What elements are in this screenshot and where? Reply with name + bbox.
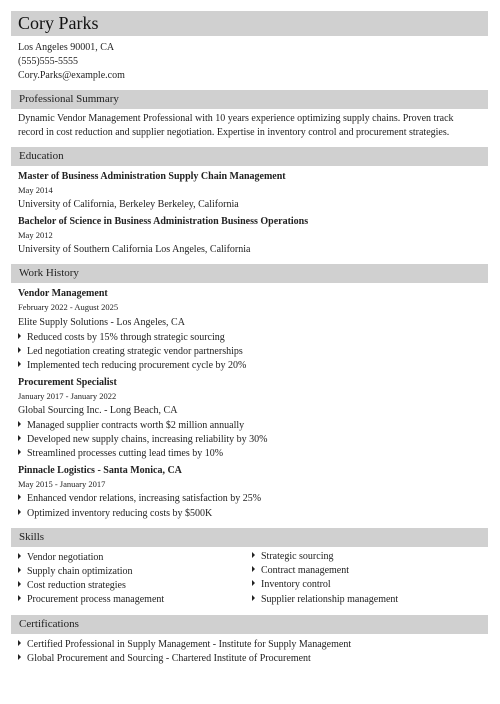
skill-item: Strategic sourcing	[252, 550, 333, 563]
bullet-icon	[18, 361, 21, 367]
bullet-icon	[18, 347, 21, 353]
bullet-icon	[18, 435, 21, 441]
bullet-icon	[252, 552, 255, 558]
skill-item: Supplier relationship management	[252, 593, 398, 606]
bullet-icon	[18, 654, 21, 660]
bullet-icon	[18, 509, 21, 515]
list-item: Managed supplier contracts worth $2 million annually	[18, 419, 244, 432]
job-company: Global Sourcing Inc. - Long Beach, CA	[18, 405, 178, 416]
section-header-work	[11, 264, 488, 283]
school: University of Southern California Los Angeles, California	[18, 244, 251, 255]
bullet-icon	[252, 580, 255, 586]
section-title: Certifications	[19, 618, 79, 630]
list-item: Streamlined processes cutting lead times by 10%	[18, 447, 223, 460]
section-header-skills	[11, 528, 488, 547]
section-title: Education	[19, 150, 64, 162]
list-item: Optimized inventory reducing costs by $500K	[18, 507, 212, 520]
bullet-icon	[18, 494, 21, 500]
name-banner	[11, 11, 488, 36]
bullet-icon	[18, 333, 21, 339]
bullet-icon	[18, 581, 21, 587]
job-title: Procurement Specialist	[18, 377, 117, 388]
section-title: Work History	[19, 267, 79, 279]
section-header-certifications	[11, 615, 488, 634]
job-company: Elite Supply Solutions - Los Angeles, CA	[18, 317, 185, 328]
skill-item: Supply chain optimization	[18, 565, 133, 578]
certification-item: Global Procurement and Sourcing - Chartered Institute of Procurement	[18, 652, 311, 665]
list-item: Developed new supply chains, increasing reliability by 30%	[18, 433, 268, 446]
section-header-education	[11, 147, 488, 166]
bullet-icon	[252, 566, 255, 572]
school: University of California, Berkeley Berkeley, California	[18, 199, 239, 210]
degree-title: Master of Business Administration Supply Chain Management	[18, 171, 286, 182]
summary-text: Dynamic Vendor Management Professional with 10 years experience optimizing supply chains. Proven track record in cost reduction and supplier negotiation. Expertise in inventory control and procurement strategies.	[18, 113, 454, 138]
job-title: Pinnacle Logistics - Santa Monica, CA	[18, 465, 182, 476]
bullet-icon	[18, 553, 21, 559]
email: Cory.Parks@example.com	[18, 70, 125, 81]
section-header-summary	[11, 90, 488, 109]
skill-item: Inventory control	[252, 578, 331, 591]
bullet-icon	[18, 640, 21, 646]
job-title: Vendor Management	[18, 288, 108, 299]
bullet-icon	[18, 567, 21, 573]
job-dates: February 2022 - August 2025	[18, 302, 119, 312]
job-dates: January 2017 - January 2022	[18, 391, 117, 401]
skill-item: Vendor negotiation	[18, 551, 103, 564]
candidate-name: Cory Parks	[18, 13, 99, 33]
list-item: Led negotiation creating strategic vendor partnerships	[18, 345, 243, 358]
degree-title: Bachelor of Science in Business Administration Business Operations	[18, 216, 309, 227]
list-item: Reduced costs by 15% through strategic sourcing	[18, 331, 225, 344]
section-title: Skills	[19, 531, 45, 543]
list-item: Enhanced vendor relations, increasing satisfaction by 25%	[18, 492, 261, 505]
skill-item: Contract management	[252, 564, 349, 577]
section-title: Professional Summary	[19, 93, 119, 105]
skill-item: Cost reduction strategies	[18, 579, 126, 592]
degree-date: May 2014	[18, 185, 53, 195]
degree-date: May 2012	[18, 230, 53, 240]
bullet-icon	[18, 421, 21, 427]
bullet-icon	[252, 595, 255, 601]
address: Los Angeles 90001, CA	[18, 42, 115, 53]
bullet-icon	[18, 595, 21, 601]
list-item: Implemented tech reducing procurement cycle by 20%	[18, 359, 246, 372]
skill-item: Procurement process management	[18, 593, 164, 606]
phone: (555)555-5555	[18, 56, 78, 67]
bullet-icon	[18, 449, 21, 455]
job-dates: May 2015 - January 2017	[18, 479, 106, 489]
certification-item: Certified Professional in Supply Management - Institute for Supply Management	[18, 638, 351, 651]
